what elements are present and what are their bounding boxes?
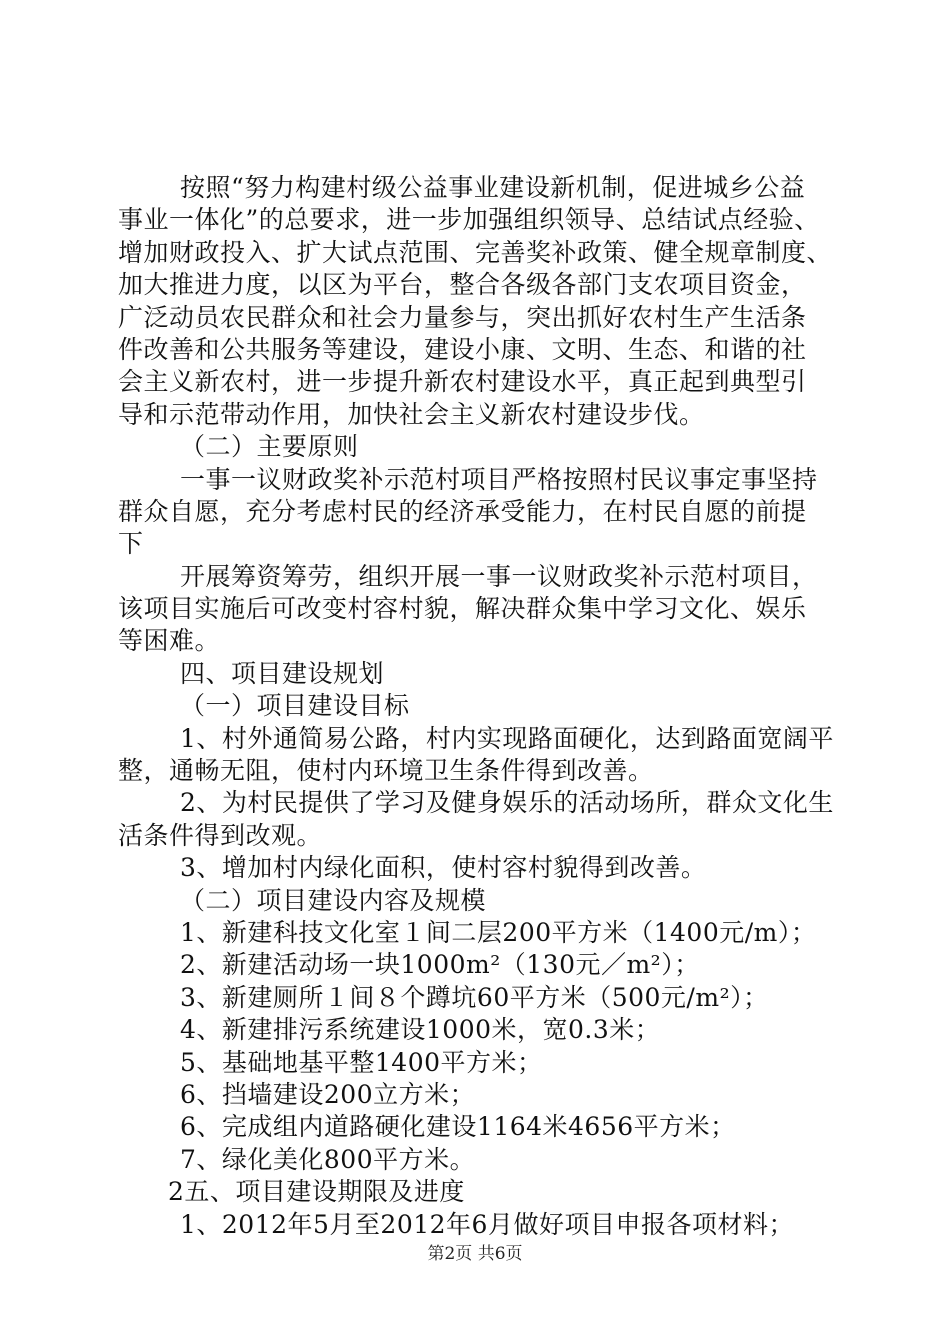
list-item: 3、新建厕所１间８个蹲坑60平方米（500元/m²）； — [180, 982, 769, 1012]
list-item: 6、挡墙建设200立方米； — [180, 1079, 476, 1109]
list-item: 6、完成组内道路硬化建设1164米4656平方米； — [180, 1112, 736, 1142]
paragraph-line: 开展筹资筹劳，组织开展一事一议财政奖补示范村项目， — [180, 561, 818, 591]
paragraph-line: 事业一体化”的总要求，进一步加强组织领导、总结试点经验、 — [118, 205, 820, 235]
list-item-continuation: 整，通畅无阻，使村内环境卫生条件得到改善。 — [118, 756, 654, 786]
section-heading: （一）项目建设目标 — [180, 691, 410, 721]
paragraph-line: 一事一议财政奖补示范村项目严格按照村民议事定事坚持 — [180, 464, 818, 494]
list-item: 1、2012年5月至2012年6月做好项目申报各项材料； — [180, 1209, 794, 1239]
section-heading: 2五、项目建设期限及进度 — [168, 1177, 465, 1207]
paragraph-line: 广泛动员农民群众和社会力量参与，突出抓好农村生产生活条 — [118, 302, 807, 332]
list-item: 3、增加村内绿化面积，使村容村貌得到改善。 — [180, 853, 707, 883]
document-body — [118, 172, 838, 1241]
list-item: 4、新建排污系统建设1000米，宽0.3米； — [180, 1015, 661, 1045]
paragraph-line: 群众自愿，充分考虑村民的经济承受能力，在村民自愿的前提 — [118, 496, 807, 526]
paragraph-line: 导和示范带动作用，加快社会主义新农村建设步伐。 — [118, 399, 705, 429]
paragraph-line: 增加财政投入、扩大试点范围、完善奖补政策、健全规章制度、 — [118, 237, 833, 267]
paragraph-line: 加大推进力度，以区为平台，整合各级各部门支农项目资金， — [118, 270, 807, 300]
list-item: 2、为村民提供了学习及健身娱乐的活动场所，群众文化生 — [180, 788, 834, 818]
list-item: 1、新建科技文化室１间二层200平方米（1400元/m）； — [180, 917, 817, 947]
paragraph-line: 按照“努力构建村级公益事业建设新机制，促进城乡公益 — [180, 173, 806, 202]
paragraph-line: 会主义新农村，进一步提升新农村建设水平，真正起到典型引 — [118, 367, 807, 397]
paragraph-line: 下 — [118, 529, 144, 559]
paragraph-line: 件改善和公共服务等建设，建设小康、文明、生态、和谐的社 — [118, 334, 807, 364]
list-item: 7、绿化美化800平方米。 — [180, 1144, 476, 1174]
section-heading: （二）项目建设内容及规模 — [180, 885, 487, 915]
page-footer: 第2页 共6页 — [427, 1244, 523, 1264]
list-item: 1、村外通简易公路，村内实现路面硬化，达到路面宽阔平 — [180, 723, 834, 753]
paragraph-line: 该项目实施后可改变村容村貌，解决群众集中学习文化、娱乐 — [118, 594, 807, 624]
list-item-continuation: 活条件得到改观。 — [118, 820, 323, 850]
section-heading: （二）主要原则 — [180, 432, 359, 462]
paragraph-line: 等困难。 — [118, 626, 221, 656]
section-heading: 四、项目建设规划 — [180, 658, 385, 688]
list-item: 5、基础地基平整1400平方米； — [180, 1047, 543, 1077]
list-item: 2、新建活动场一块1000m²（130元／m²）； — [180, 950, 700, 980]
